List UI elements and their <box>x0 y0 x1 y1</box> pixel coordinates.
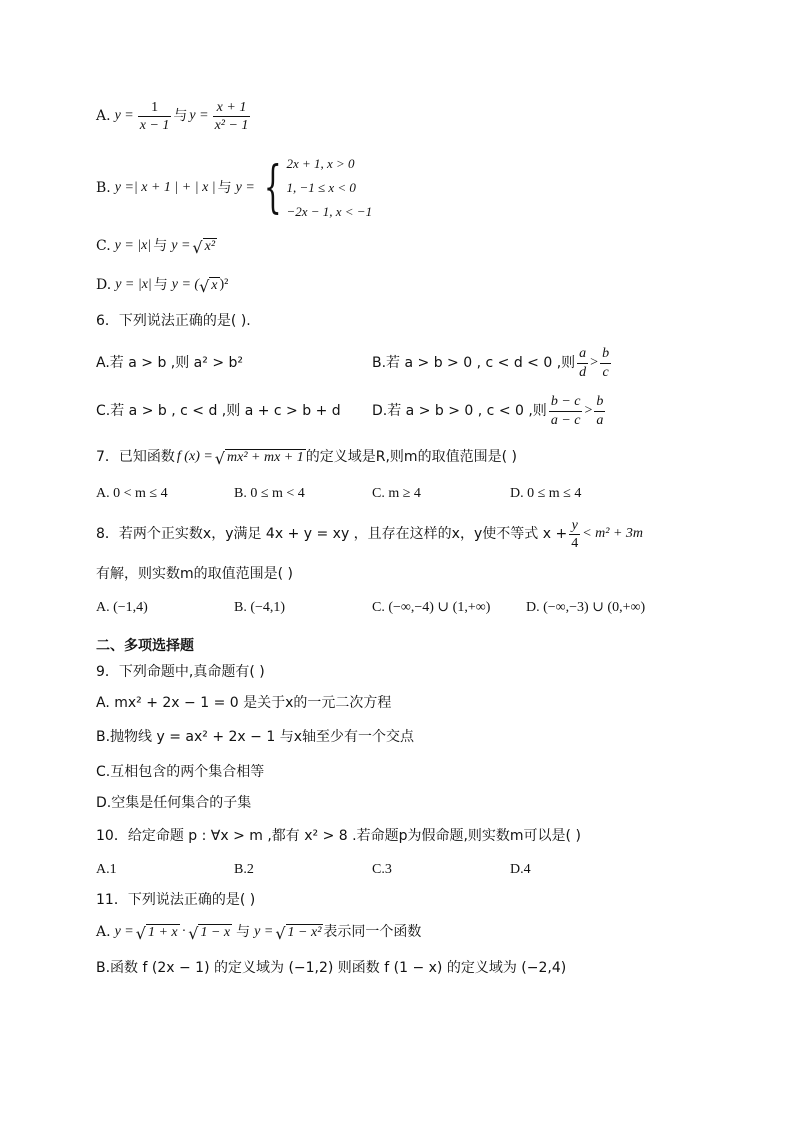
fraction <box>549 394 583 428</box>
q6-option-b <box>372 346 613 380</box>
denominator: 4 <box>571 536 579 552</box>
option-text: B.若 a > b > 0 , c < d < 0 ,则 <box>372 354 576 371</box>
connector-text: 与 <box>153 276 168 293</box>
q6-option-c: C.若 a > b , c < d ,则 a + c > b + d <box>96 402 341 419</box>
q10-option-b: B.2 <box>234 861 254 877</box>
square-root: √ 1 − x <box>188 923 231 943</box>
section-heading: 二、多项选择题 <box>96 638 194 654</box>
question-text: 8．若两个正实数x，y满足 4x + y = xy ，且存在这样的x，y使不等式 x + <box>96 526 568 543</box>
numerator: y <box>571 518 578 533</box>
piecewise-cases <box>286 152 372 224</box>
option-label: C. <box>96 237 111 254</box>
square-root: √ mx² + mx + 1 <box>214 448 304 468</box>
denominator: x² − 1 <box>214 118 249 134</box>
math-expr: y = ( <box>171 276 200 292</box>
fraction <box>569 518 580 552</box>
option-label: A. <box>96 108 111 125</box>
square-root: √ 1 − x² <box>275 923 322 943</box>
q8-stem-line-2: 有解，则实数m的取值范围是( ) <box>96 566 294 582</box>
operator: > <box>590 354 599 370</box>
connector-text: 与 <box>217 179 232 196</box>
q6-options-row-1 <box>96 348 698 378</box>
math-expr: y = <box>114 108 134 124</box>
q6-option-d <box>372 394 607 428</box>
math-expr: )² <box>219 276 229 292</box>
q8-option-a: A. (−1,4) <box>96 599 148 615</box>
option-text: D.若 a > b > 0 , c < 0 ,则 <box>372 402 547 419</box>
q5-option-d <box>96 275 698 295</box>
radicand: x <box>211 278 218 293</box>
fraction <box>577 346 588 380</box>
q8-options <box>96 598 698 618</box>
q5-option-b <box>96 152 698 224</box>
radicand: x² <box>204 239 216 254</box>
q6-stem: 6．下列说法正确的是( ). <box>96 313 251 329</box>
connector-text: 与 <box>236 923 251 940</box>
numerator: x + 1 <box>216 100 247 115</box>
square-root: √ 1 + x <box>135 923 178 943</box>
option-label: A. <box>96 923 111 940</box>
q7-option-a: A. 0 < m ≤ 4 <box>96 485 168 501</box>
math-expr: y = <box>189 108 209 124</box>
math-expr: y =| x + 1 | + | x | <box>114 179 216 195</box>
q7-option-d: D. 0 ≤ m ≤ 4 <box>510 485 582 501</box>
case-1: 2x + 1, x > 0 <box>286 156 355 171</box>
q10-option-c: C.3 <box>372 861 392 877</box>
math-expr: y = <box>254 923 274 939</box>
denominator: a − c <box>550 412 581 428</box>
q8-option-c: C. (−∞,−4) ∪ (1,+∞) <box>372 599 491 615</box>
math-expr: y = |x| <box>114 237 152 253</box>
q7-stem <box>96 447 698 467</box>
q9-option-a: A. mx² + 2x − 1 = 0 是关于x的一元二次方程 <box>96 695 392 711</box>
operator: > <box>584 402 593 418</box>
math-expr: y = <box>171 237 191 253</box>
question-text: 7．已知函数 <box>96 448 175 465</box>
question-text: 表示同一个函数 <box>323 923 422 940</box>
q11-option-b: B.函数 f (2x − 1) 的定义域为 (−1,2) 则函数 f (1 − x) 的定义域为 (−2,4) <box>96 960 567 976</box>
fraction <box>600 346 611 380</box>
q10-option-a: A.1 <box>96 861 117 877</box>
numerator: b <box>602 346 610 362</box>
math-expr: < m² + 3m <box>582 526 643 542</box>
radicand: 1 − x² <box>287 925 322 940</box>
fraction <box>594 394 605 428</box>
q9-option-b: B.抛物线 y = ax² + 2x − 1 与x轴至少有一个交点 <box>96 729 414 745</box>
q6-option-a: A.若 a > b ,则 a² > b² <box>96 354 243 371</box>
connector-text: 与 <box>153 237 168 254</box>
math-expr: y = |x| <box>115 276 152 292</box>
q5-option-c <box>96 236 698 256</box>
numerator: b <box>596 394 604 410</box>
q9-stem: 9．下列命题中,真命题有( ) <box>96 664 265 680</box>
fraction <box>138 100 172 134</box>
denominator: d <box>579 364 587 380</box>
q8-option-d: D. (−∞,−3) ∪ (0,+∞) <box>526 599 646 615</box>
q5-option-a <box>96 100 698 134</box>
math-expr: y = <box>235 179 255 195</box>
math-expr: f (x) = <box>176 448 213 464</box>
numerator: 1 <box>151 100 159 115</box>
q7-option-c: C. m ≥ 4 <box>372 485 421 501</box>
q6-options-row-2 <box>96 396 698 426</box>
denominator: c <box>602 364 609 380</box>
denominator: a <box>596 412 604 428</box>
q11-option-a <box>96 922 698 942</box>
q9-option-c: C.互相包含的两个集合相等 <box>96 764 265 780</box>
math-expr: y = <box>114 923 134 939</box>
radicand: mx² + mx + 1 <box>227 450 304 465</box>
case-2: 1, −1 ≤ x < 0 <box>286 180 356 195</box>
q10-option-d: D.4 <box>510 861 531 877</box>
denominator: x − 1 <box>139 118 170 134</box>
radicand: 1 + x <box>147 925 178 940</box>
q10-options <box>96 860 698 880</box>
q8-stem-line-1 <box>96 518 698 552</box>
square-root: √ x <box>199 276 218 296</box>
q10-stem: 10．给定命题 p : ∀x > m ,都有 x² > 8 .若命题p为假命题,则实数m可以是( ) <box>96 828 581 844</box>
radicand: 1 − x <box>200 925 231 940</box>
option-label: B. <box>96 179 111 196</box>
q7-options <box>96 484 698 504</box>
operator: · <box>181 923 187 939</box>
q8-option-b: B. (−4,1) <box>234 599 286 615</box>
numerator: b − c <box>550 394 581 410</box>
square-root: √ x² <box>192 237 216 257</box>
left-brace: { <box>263 155 282 220</box>
q9-option-d: D.空集是任何集合的子集 <box>96 795 252 811</box>
option-label: D. <box>96 276 112 293</box>
question-text: 的定义域是R,则m的取值范围是( ) <box>305 448 517 465</box>
case-3: −2x − 1, x < −1 <box>286 204 373 219</box>
numerator: a <box>579 346 587 362</box>
connector-text: 与 <box>173 108 188 125</box>
q7-option-b: B. 0 ≤ m < 4 <box>234 485 305 501</box>
q11-stem: 11．下列说法正确的是( ) <box>96 892 256 908</box>
fraction <box>213 100 251 134</box>
